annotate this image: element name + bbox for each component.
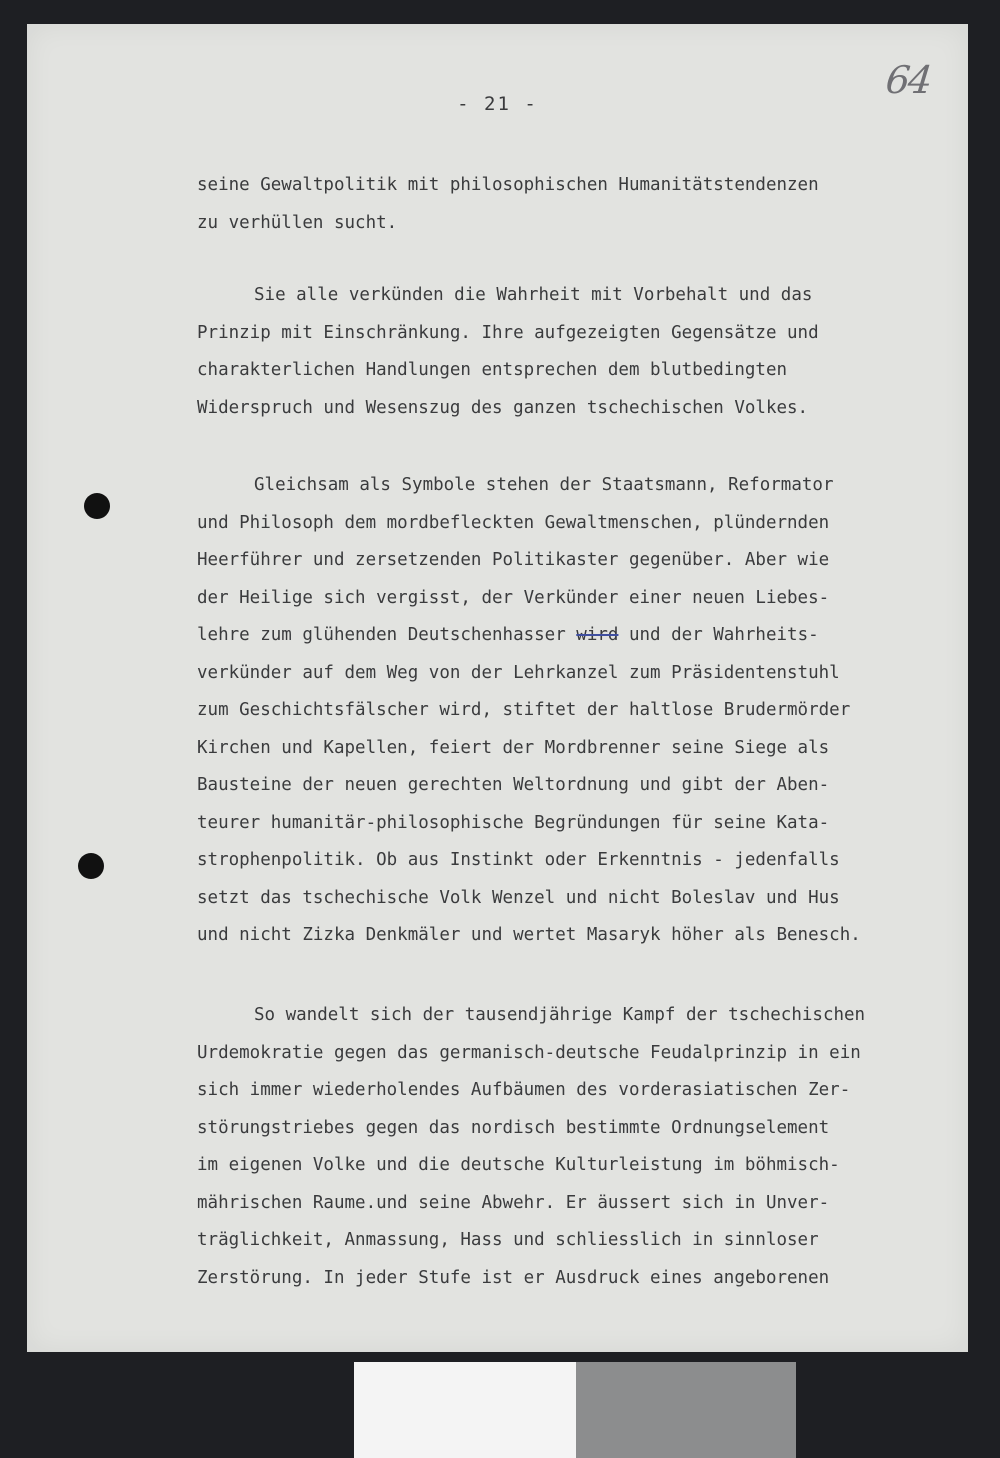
text-line: und nicht Zizka Denkmäler und wertet Masaryk höher als Benesch. bbox=[197, 925, 861, 945]
text-line: seine Gewaltpolitik mit philosophischen Humanitätstendenzen bbox=[197, 175, 819, 195]
text-line: teurer humanitär-philosophische Begründungen für seine Kata- bbox=[197, 812, 830, 833]
text-line: Sie alle verkünden die Wahrheit mit Vorbehalt und das bbox=[254, 285, 813, 305]
punch-hole-bottom bbox=[78, 853, 104, 879]
text-line: und Philosoph dem mordbefleckten Gewaltmenschen, plündernden bbox=[197, 512, 830, 533]
text-line: charakterlichen Handlungen entsprechen dem blutbedingten bbox=[197, 360, 788, 380]
paragraph-2 bbox=[197, 277, 957, 427]
text-line: Prinzip mit Einschränkung. Ihre aufgezeigten Gegensätze und bbox=[197, 322, 819, 343]
text-line: Bausteine der neuen gerechten Weltordnung und gibt der Aben- bbox=[197, 775, 830, 795]
text-line: strophenpolitik. Ob aus Instinkt oder Erkenntnis - jedenfalls bbox=[197, 850, 840, 870]
text-line: Widerspruch und Wesenszug des ganzen tschechischen Volkes. bbox=[197, 397, 809, 418]
text-line: Urdemokratie gegen das germanisch-deutsche Feudalprinzip in ein bbox=[197, 1042, 861, 1063]
punch-hole-top bbox=[84, 493, 110, 519]
text-line: zum Geschichtsfälscher wird, stiftet der haltlose Brudermörder bbox=[197, 700, 851, 720]
text-line: sich immer wiederholendes Aufbäumen des vorderasiatischen Zer- bbox=[197, 1080, 851, 1100]
paragraph-1 bbox=[197, 167, 957, 242]
text-line: zu verhüllen sucht. bbox=[197, 212, 398, 233]
text-line: der Heilige sich vergisst, der Verkünder einer neuen Liebes- bbox=[197, 587, 830, 608]
color-calibration-bar bbox=[354, 1362, 796, 1458]
struck-word: wird bbox=[576, 625, 619, 645]
text-segment: lehre zum glühenden Deutschenhasser bbox=[197, 625, 577, 645]
calibration-grey-patch bbox=[576, 1362, 796, 1458]
text-line: störungstriebes gegen das nordisch bestimmte Ordnungselement bbox=[197, 1117, 830, 1138]
paragraph-3 bbox=[197, 467, 957, 955]
calibration-white-patch bbox=[354, 1362, 576, 1458]
text-line: träglichkeit, Anmassung, Hass und schliesslich in sinnloser bbox=[197, 1230, 819, 1250]
text-line: verkünder auf dem Weg von der Lehrkanzel zum Präsidentenstuhl bbox=[197, 662, 840, 683]
text-line: setzt das tschechische Volk Wenzel und nicht Boleslav und Hus bbox=[197, 887, 840, 908]
text-line: Heerführer und zersetzenden Politikaster gegenüber. Aber wie bbox=[197, 550, 830, 570]
document-page bbox=[27, 24, 968, 1352]
text-line: im eigenen Volke und die deutsche Kulturleistung im böhmisch- bbox=[197, 1155, 840, 1175]
page-number: - 21 - bbox=[457, 93, 538, 115]
text-line: Zerstörung. In jeder Stufe ist er Ausdruck eines angeborenen bbox=[197, 1267, 830, 1288]
text-line: Kirchen und Kapellen, feiert der Mordbrenner seine Siege als bbox=[197, 737, 830, 758]
folio-number: 64 bbox=[883, 58, 933, 102]
paragraph-4 bbox=[197, 997, 957, 1297]
text-line-with-correction bbox=[197, 617, 957, 655]
text-line: Gleichsam als Symbole stehen der Staatsmann, Reformator bbox=[254, 475, 834, 495]
text-line: So wandelt sich der tausendjährige Kampf der tschechischen bbox=[254, 1005, 866, 1025]
text-line: mährischen Raume.und seine Abwehr. Er äussert sich in Unver- bbox=[197, 1192, 830, 1213]
text-segment: und der Wahrheits- bbox=[618, 625, 819, 645]
